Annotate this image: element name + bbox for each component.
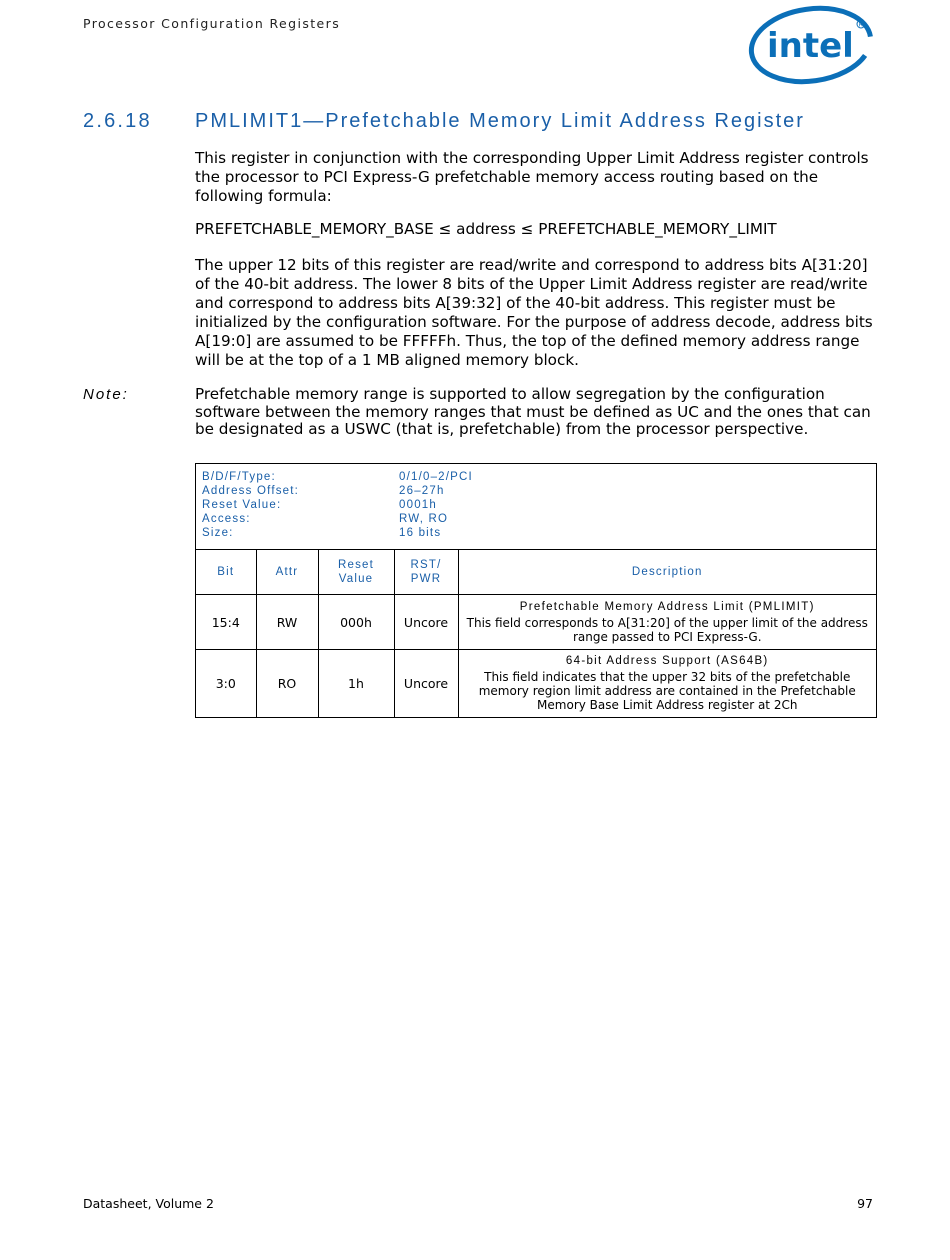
description-paragraph: The upper 12 bits of this register are read/write and correspond to address bits A[31:20] of the 40-bit address. The lower 8 bits of the Upper Limit Address register are read/write and correspond to address bits A[39:32] of the 40-bit address. This register must be initialized by the configuration software. For the purpose of address decode, address bits A[19:0] are assumed to be FFFFFh. Thus, the top of the defined memory address range will be at the top of a 1 MB aligned memory block. xyxy=(195,256,873,369)
table-header-row xyxy=(196,550,876,595)
formula: PREFETCHABLE_MEMORY_BASE ≤ address ≤ PREFETCHABLE_MEMORY_LIMIT xyxy=(195,220,777,238)
cell-attr: RO xyxy=(256,650,318,718)
cell-bit: 3:0 xyxy=(196,650,256,718)
register-table xyxy=(195,463,877,718)
col-description: Description xyxy=(458,550,876,595)
section-number: 2.6.18 xyxy=(83,110,152,132)
svg-text:R: R xyxy=(858,21,863,29)
cell-description xyxy=(458,595,876,650)
cell-attr: RW xyxy=(256,595,318,650)
table-row xyxy=(196,595,876,650)
logo-wordmark: intel xyxy=(767,26,854,66)
cell-reset: 1h xyxy=(318,650,394,718)
note-label: Note: xyxy=(83,386,129,403)
running-header: Processor Configuration Registers xyxy=(83,16,341,31)
col-reset-value: Reset Value xyxy=(318,550,394,595)
field-name: 64-bit Address Support (AS64B) xyxy=(565,655,769,668)
cell-bit: 15:4 xyxy=(196,595,256,650)
section-title: PMLIMIT1—Prefetchable Memory Limit Address Register xyxy=(195,110,805,132)
cell-reset: 000h xyxy=(318,595,394,650)
col-rst-pwr: RST/ PWR xyxy=(394,550,458,595)
col-attr: Attr xyxy=(256,550,318,595)
cell-rst-pwr: Uncore xyxy=(394,650,458,718)
bit-field-table xyxy=(196,550,876,718)
col-bit: Bit xyxy=(196,550,256,595)
footer-doc-title: Datasheet, Volume 2 xyxy=(83,1196,214,1211)
cell-rst-pwr: Uncore xyxy=(394,595,458,650)
intro-paragraph: This register in conjunction with the corresponding Upper Limit Address register controls the processor to PCI Express-G prefetchable memory access routing based on the following formula: xyxy=(195,149,869,205)
table-row xyxy=(196,650,876,718)
field-text: This field corresponds to A[31:20] of the upper limit of the address range passed to PCI Express-G. xyxy=(466,615,868,644)
register-attributes: B/D/F/Type: 0/1/0–2/PCI Address Offset: 26–27h Reset Value: 0001h Access: RW, RO Size: 16 bits xyxy=(196,464,876,550)
field-name: Prefetchable Memory Address Limit (PMLIMIT) xyxy=(519,600,815,613)
intel-logo xyxy=(745,2,875,86)
note-text: Prefetchable memory range is supported to allow segregation by the configuration software between the memory ranges that must be defined as UC and the ones that can be designated as a USWC (that is, prefetchable) from the processor perspective. xyxy=(195,385,871,438)
cell-description xyxy=(458,650,876,718)
field-text: This field indicates that the upper 32 bits of the prefetchable memory region limit address are contained in the Prefetchable Memory Base Limit Address register at 2Ch xyxy=(478,670,856,713)
page-number: 97 xyxy=(857,1196,873,1211)
